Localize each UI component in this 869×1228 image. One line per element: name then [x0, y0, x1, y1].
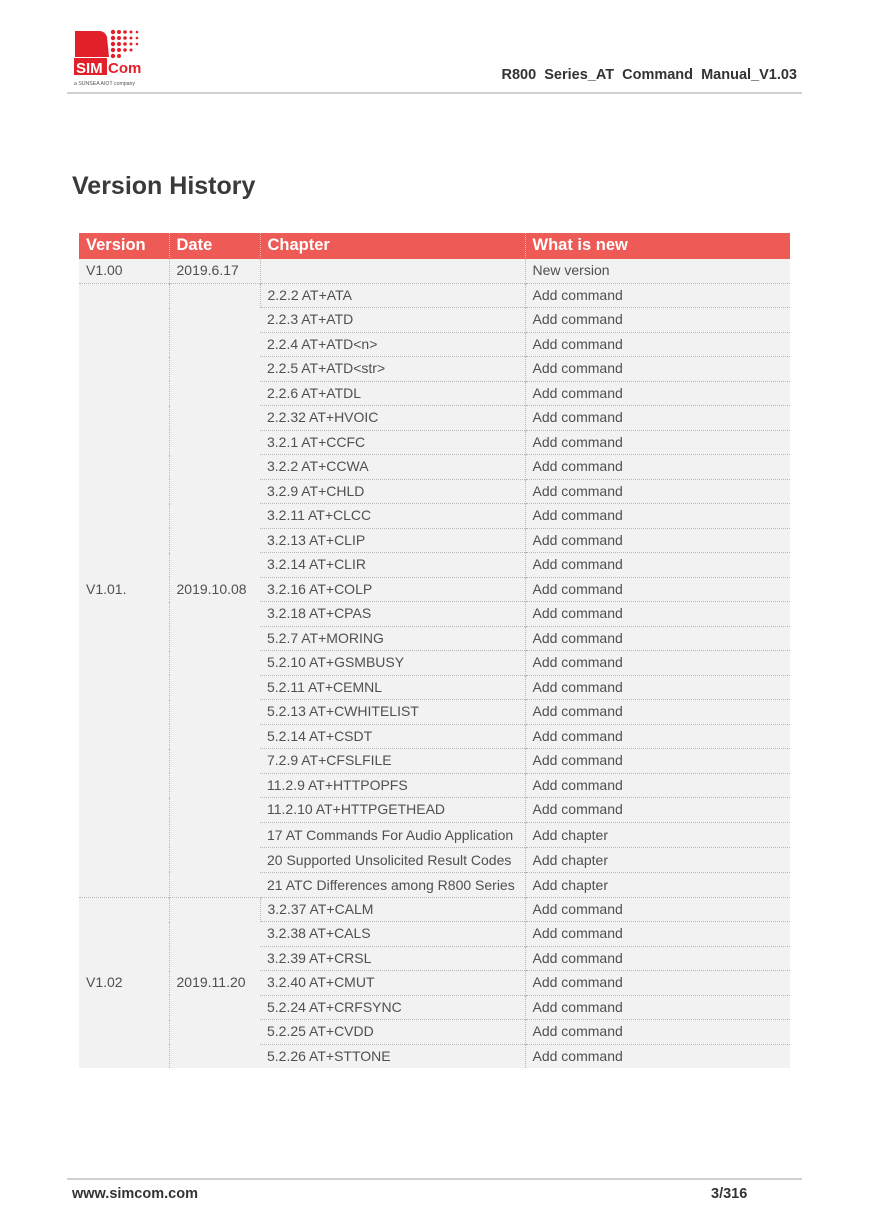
- change-cell: Add command: [525, 381, 790, 406]
- change-cell: Add command: [525, 357, 790, 382]
- chapter-cell: 17 AT Commands For Audio Application: [260, 822, 525, 847]
- change-cell: Add chapter: [525, 872, 790, 897]
- version-cell: V1.02: [79, 897, 169, 1068]
- chapter-cell: 5.2.24 AT+CRFSYNC: [260, 995, 525, 1020]
- chapter-cell: 5.2.11 AT+CEMNL: [260, 675, 525, 700]
- chapter-cell: 3.2.14 AT+CLIR: [260, 553, 525, 578]
- chapter-cell: 3.2.16 AT+COLP: [260, 577, 525, 602]
- chapter-cell: 3.2.18 AT+CPAS: [260, 602, 525, 627]
- version-cell: V1.01.: [79, 283, 169, 897]
- chapter-cell: 3.2.39 AT+CRSL: [260, 946, 525, 971]
- chapter-cell: 3.2.2 AT+CCWA: [260, 455, 525, 480]
- change-cell: Add command: [525, 675, 790, 700]
- change-cell: Add command: [525, 332, 790, 357]
- column-header-what-is-new: What is new: [525, 233, 790, 259]
- column-header-date: Date: [169, 233, 260, 259]
- change-cell: Add command: [525, 430, 790, 455]
- change-cell: Add command: [525, 749, 790, 774]
- change-cell: Add command: [525, 602, 790, 627]
- chapter-cell: 3.2.40 AT+CMUT: [260, 971, 525, 996]
- footer-divider: [67, 1178, 802, 1180]
- change-cell: Add command: [525, 922, 790, 947]
- chapter-cell: 5.2.26 AT+STTONE: [260, 1044, 525, 1068]
- date-cell: 2019.10.08: [169, 283, 260, 897]
- document-title: R800 Series_AT Command Manual_V1.03: [501, 67, 797, 83]
- column-header-version: Version: [79, 233, 169, 259]
- change-cell: Add command: [525, 995, 790, 1020]
- change-cell: Add command: [525, 1044, 790, 1068]
- chapter-cell: 7.2.9 AT+CFSLFILE: [260, 749, 525, 774]
- table-row: [79, 897, 790, 922]
- chapter-cell: 5.2.14 AT+CSDT: [260, 724, 525, 749]
- chapter-cell: 21 ATC Differences among R800 Series: [260, 872, 525, 897]
- version-cell: V1.00: [79, 259, 169, 284]
- page-title: Version History: [72, 172, 256, 200]
- date-cell: 2019.6.17: [169, 259, 260, 284]
- change-cell: Add command: [525, 455, 790, 480]
- change-cell: Add command: [525, 528, 790, 553]
- chapter-cell: 11.2.10 AT+HTTPGETHEAD: [260, 798, 525, 823]
- chapter-cell: 3.2.38 AT+CALS: [260, 922, 525, 947]
- change-cell: Add command: [525, 971, 790, 996]
- change-cell: Add command: [525, 308, 790, 333]
- change-cell: Add chapter: [525, 822, 790, 847]
- chapter-cell: 2.2.32 AT+HVOIC: [260, 406, 525, 431]
- svg-text:SIM: SIM: [76, 60, 103, 77]
- chapter-cell: 3.2.13 AT+CLIP: [260, 528, 525, 553]
- table-row: [79, 283, 790, 308]
- chapter-cell: 3.2.1 AT+CCFC: [260, 430, 525, 455]
- change-cell: Add command: [525, 1020, 790, 1045]
- chapter-cell: 3.2.37 AT+CALM: [260, 897, 525, 922]
- change-cell: Add command: [525, 724, 790, 749]
- chapter-cell: [260, 259, 525, 284]
- chapter-cell: 2.2.6 AT+ATDL: [260, 381, 525, 406]
- version-history-table: [79, 233, 790, 1068]
- change-cell: Add command: [525, 479, 790, 504]
- change-cell: Add command: [525, 897, 790, 922]
- chapter-cell: 5.2.13 AT+CWHITELIST: [260, 700, 525, 725]
- page-number: 3/316: [711, 1186, 748, 1202]
- chapter-cell: 2.2.4 AT+ATD<n>: [260, 332, 525, 357]
- footer-website: www.simcom.com: [72, 1186, 198, 1202]
- change-cell: Add command: [525, 504, 790, 529]
- change-cell: Add command: [525, 626, 790, 651]
- chapter-cell: 3.2.11 AT+CLCC: [260, 504, 525, 529]
- change-cell: Add command: [525, 798, 790, 823]
- chapter-cell: 3.2.9 AT+CHLD: [260, 479, 525, 504]
- change-cell: Add command: [525, 773, 790, 798]
- table-body: [79, 259, 790, 1069]
- date-cell: 2019.11.20: [169, 897, 260, 1068]
- change-cell: Add command: [525, 577, 790, 602]
- table-header-row: [79, 233, 790, 259]
- change-cell: Add command: [525, 406, 790, 431]
- change-cell: Add command: [525, 946, 790, 971]
- chapter-cell: 2.2.3 AT+ATD: [260, 308, 525, 333]
- chapter-cell: 2.2.5 AT+ATD<str>: [260, 357, 525, 382]
- change-cell: Add command: [525, 700, 790, 725]
- change-cell: Add command: [525, 651, 790, 676]
- chapter-cell: 5.2.7 AT+MORING: [260, 626, 525, 651]
- chapter-cell: 11.2.9 AT+HTTPOPFS: [260, 773, 525, 798]
- column-header-chapter: Chapter: [260, 233, 525, 259]
- chapter-cell: 5.2.10 AT+GSMBUSY: [260, 651, 525, 676]
- page-header: [0, 0, 869, 100]
- svg-text:a SUNSEA AIOT company: a SUNSEA AIOT company: [74, 81, 136, 87]
- change-cell: Add command: [525, 283, 790, 308]
- chapter-cell: 5.2.25 AT+CVDD: [260, 1020, 525, 1045]
- svg-text:Com: Com: [108, 60, 142, 77]
- simcom-logo: [73, 27, 153, 89]
- table-row: [79, 259, 790, 284]
- chapter-cell: 2.2.2 AT+ATA: [260, 283, 525, 308]
- change-cell: New version: [525, 259, 790, 284]
- header-divider: [67, 92, 802, 94]
- change-cell: Add chapter: [525, 847, 790, 872]
- chapter-cell: 20 Supported Unsolicited Result Codes: [260, 847, 525, 872]
- change-cell: Add command: [525, 553, 790, 578]
